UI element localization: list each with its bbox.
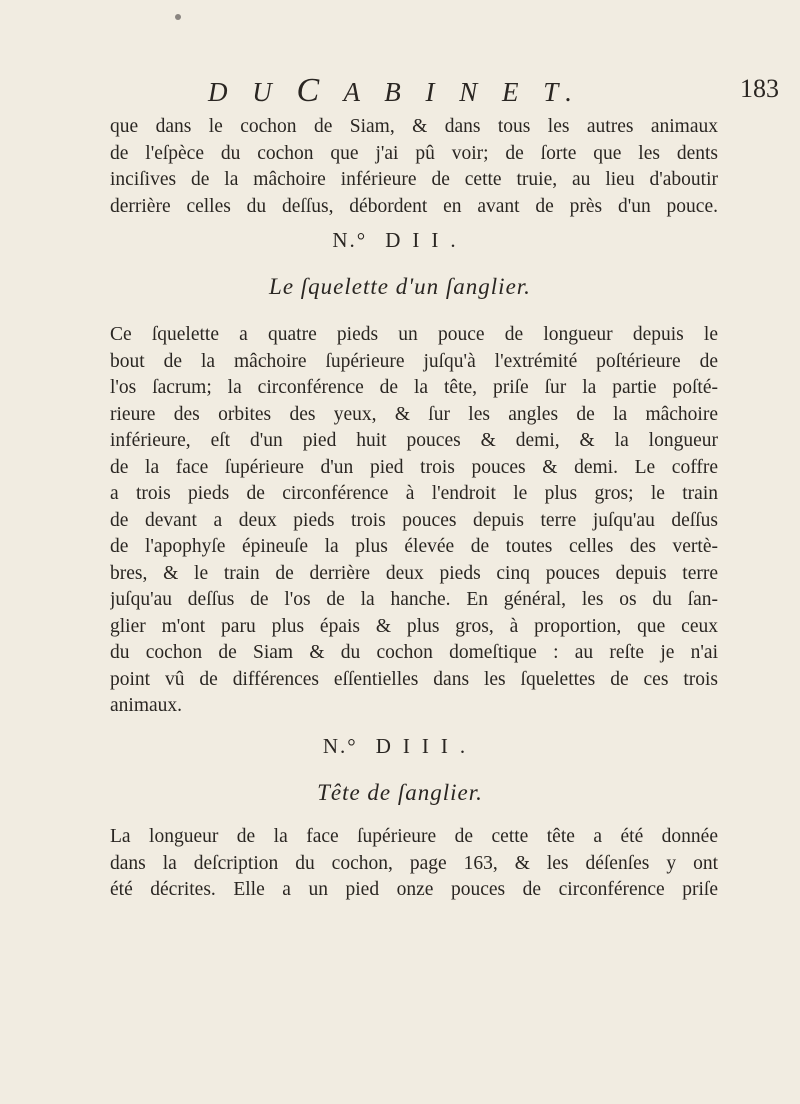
paragraph-skeleton	[110, 322, 718, 720]
text-line: du cochon de Siam & du cochon domeſtique : au reſte je n'ai	[110, 642, 718, 663]
running-title	[208, 72, 581, 110]
text-line: derrière celles du deſſus, débordent en avant de près d'un pouce.	[110, 195, 718, 217]
text-line: a trois pieds de circonférence à l'endroit le plus gros; le train	[110, 483, 718, 504]
text-line: juſqu'au deſſus de l'os de la hanche. En général, les os du ſan-	[110, 589, 718, 610]
running-title-part: A B I N E T.	[328, 77, 581, 107]
entry-number-503	[0, 734, 800, 759]
text-line: point vû de différences eſſentielles dans les ſquelettes de ces trois	[110, 668, 718, 690]
entry-number-roman: DIII.	[375, 734, 478, 758]
text-line: rieure des orbites des yeux, & ſur les angles de la mâchoire	[110, 403, 718, 425]
page-header	[0, 68, 800, 112]
text-line: que dans le cochon de Siam, & dans tous les autres animaux	[110, 116, 718, 137]
text-line: animaux.	[110, 695, 183, 716]
text-line: de l'eſpèce du cochon que j'ai pû voir; de ſorte que les dents	[110, 142, 718, 164]
text-line: de l'apophyſe épineuſe la plus élevée de toutes celles des vertè-	[110, 536, 718, 557]
text-line: La longueur de la face ſupérieure de cette tête a été donnée	[110, 826, 718, 847]
entry-title-503: Tête de ſanglier.	[317, 780, 483, 805]
entry-number-502	[0, 228, 800, 253]
text-line: de la face ſupérieure d'un pied trois pouces & demi. Le coffre	[110, 456, 718, 478]
running-title-part: D U	[208, 77, 297, 107]
running-title-capital: C	[296, 72, 329, 109]
paragraph-head	[110, 824, 718, 904]
text-line: l'os ſacrum; la circonférence de la tête, priſe ſur la partie poſté-	[110, 377, 718, 398]
entry-title-502: Le ſquelette d'un ſanglier.	[269, 274, 531, 299]
text-line: bres, & le train de derrière deux pieds cinq pouces depuis terre	[110, 562, 718, 584]
text-line: inciſives de la mâchoire inférieure de cette truie, au lieu d'aboutir	[110, 169, 718, 190]
text-line: bout de la mâchoire ſupérieure juſqu'à l'extrémité poſtérieure de	[110, 350, 718, 372]
text-line: Ce ſquelette a quatre pieds un pouce de longueur depuis le	[110, 324, 718, 345]
paragraph-continued	[110, 114, 718, 220]
text-line: dans la deſcription du cochon, page 163, & les déſenſes y ont	[110, 852, 718, 874]
text-line: inférieure, eſt d'un pied huit pouces & demi, & la longueur	[110, 430, 718, 451]
entry-number-roman: DII.	[385, 228, 468, 252]
text-line: de devant a deux pieds trois pouces depuis terre juſqu'au deſſus	[110, 509, 718, 531]
text-line: été décrites. Elle a un pied onze pouces de circonférence priſe	[110, 879, 718, 900]
text-line: glier m'ont paru plus épais & plus gros, à proportion, que ceux	[110, 615, 718, 637]
entry-number-prefix: N.°	[332, 228, 368, 252]
ink-dot	[175, 14, 181, 20]
page-number: 183	[740, 74, 779, 103]
entry-number-prefix: N.°	[322, 734, 358, 758]
